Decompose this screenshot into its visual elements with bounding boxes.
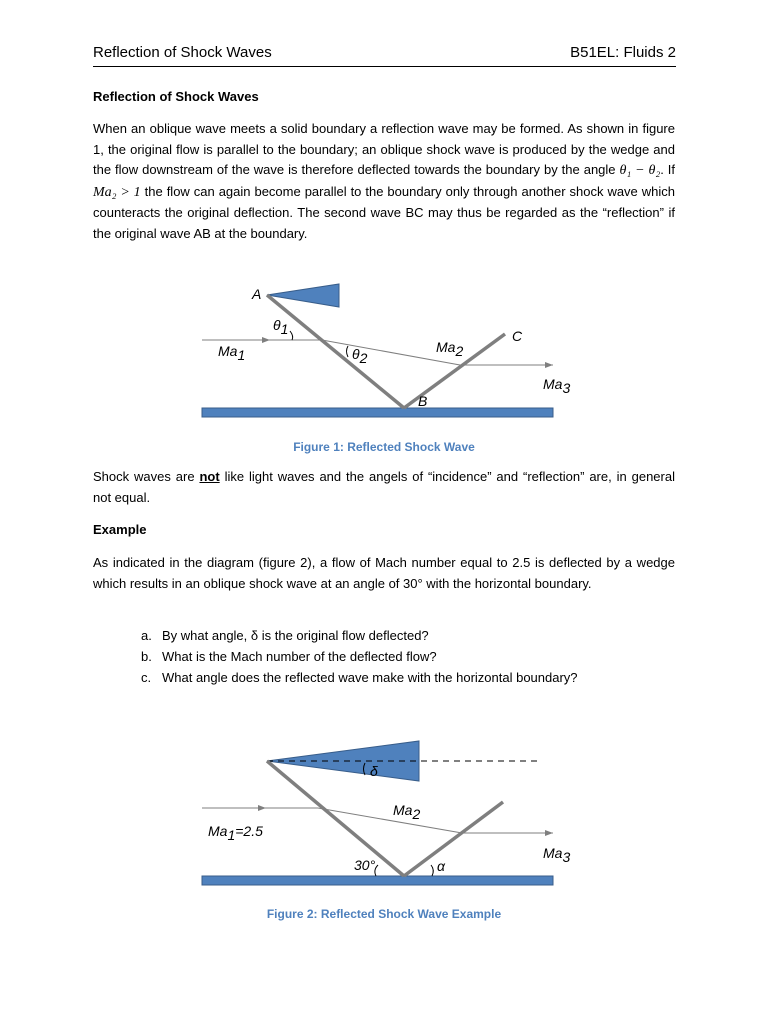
page-header (93, 44, 676, 67)
question-list (93, 625, 675, 688)
label-delta: δ (370, 763, 378, 779)
mach-condition: Ma₂ > 1 (93, 184, 141, 200)
flow-arrow-3 (545, 830, 553, 836)
question-item: b. What is the Mach number of the deflected flow? (141, 649, 437, 664)
label-theta1: θ1 (273, 317, 289, 337)
question-item: a. By what angle, δ is the original flow deflected? (141, 628, 429, 643)
boundary-wall (202, 876, 553, 885)
label-ma3: Ma3 (543, 376, 571, 396)
label-ma1-value: Ma1=2.5 (208, 823, 263, 843)
label-B: B (418, 393, 428, 409)
label-theta2: θ2 (352, 346, 368, 366)
label-ma2: Ma2 (436, 339, 464, 359)
label-ma3: Ma3 (543, 845, 571, 865)
label-ma2: Ma2 (393, 802, 421, 822)
angle-30-arc (375, 865, 378, 876)
angle-expression: θ₁ − θ₂ (619, 163, 661, 179)
theta1-arc (290, 331, 293, 340)
header-title: Reflection of Shock Waves (93, 44, 272, 61)
paragraph-light-waves: Shock waves are not like light waves and the angels of “incidence” and “reflection” are, in general not equal. (93, 469, 675, 505)
question-item: c. What angle does the reflected wave make with the horizontal boundary? (141, 670, 578, 685)
figure-2-caption: Figure 2: Reflected Shock Wave Example (266, 907, 502, 921)
figure-1-diagram (0, 275, 768, 425)
figure-1-caption: Figure 1: Reflected Shock Wave (293, 440, 475, 454)
emphasis-not: not (199, 469, 220, 484)
paragraph-intro: When an oblique wave meets a solid boundary a reflection wave may be formed. As shown in figure 1, the original flow is parallel to the boundary; an oblique shock wave is produced by the wedge and the flow downstream of the wave is therefore deflected towards the boundary by the angle θ₁ − θ₂. If Ma₂ > 1 the flow can again become parallel to the boundary only through another shock wave which counteracts the original deflection. The second wave BC may thus be regarded as the “reflection” if the original wave AB at the boundary. (93, 121, 676, 241)
flow-arrow-1 (262, 337, 270, 343)
section-title: Reflection of Shock Waves (93, 89, 259, 104)
label-ma1: Ma1 (218, 343, 246, 363)
paragraph-example: As indicated in the diagram (figure 2), a flow of Mach number equal to 2.5 is deflected by a wedge which results in an oblique shock wave at an angle of 30° with the horizontal boundary. (93, 555, 675, 591)
incident-shock-wave (267, 761, 404, 876)
theta2-arc (347, 346, 349, 357)
flow-arrow-3 (545, 362, 553, 368)
alpha-arc (431, 865, 433, 876)
label-C: C (512, 328, 523, 344)
boundary-wall (202, 408, 553, 417)
figure-2-diagram (0, 735, 768, 895)
label-angle-30: 30° (354, 857, 376, 873)
label-alpha: α (437, 858, 445, 874)
example-title: Example (93, 522, 147, 537)
header-course-code: B51EL: Fluids 2 (570, 44, 676, 61)
flow-arrow-1 (258, 805, 266, 811)
label-A: A (252, 286, 262, 302)
